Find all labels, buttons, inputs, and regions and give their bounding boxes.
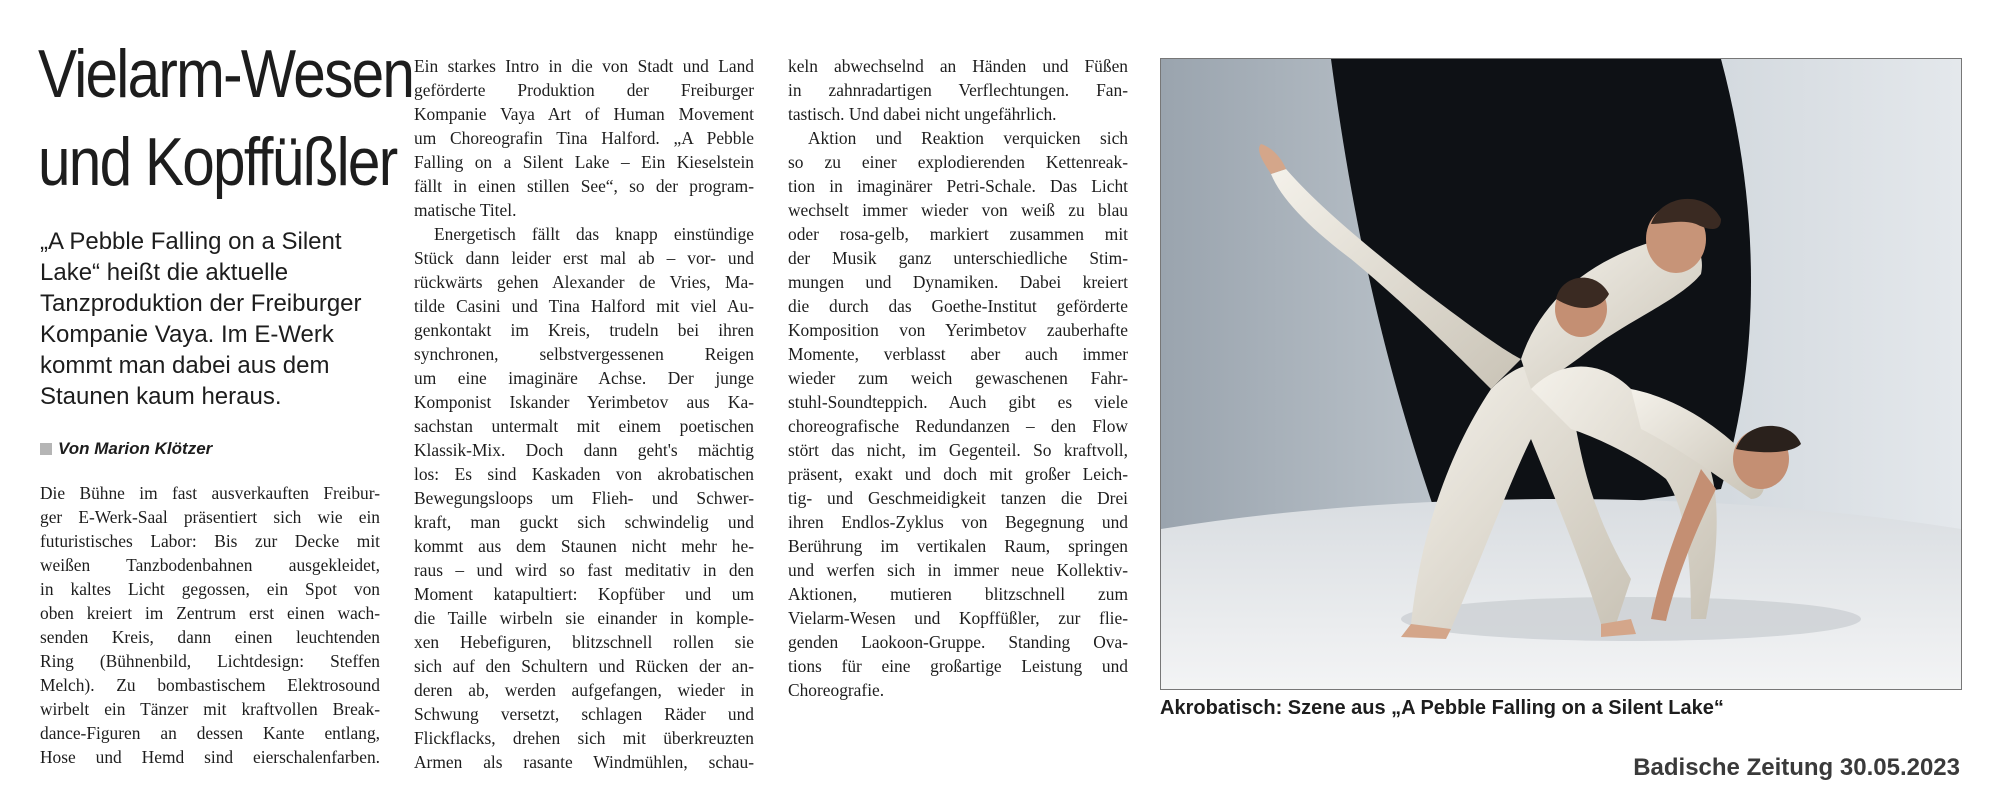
body-line: mungen und Dynamiken. Dabei kreiert <box>788 272 1128 292</box>
lead-line: kommt man dabei aus dem <box>40 352 330 379</box>
body-line: tig- und Geschmeidigkeit tanzen die Drei <box>788 488 1128 508</box>
body-line: los: Es sind Kaskaden von akrobatischen <box>414 464 754 484</box>
body-line: weißen Tanzbodenbahnen ausgekleidet, <box>40 555 380 575</box>
body-column-1 <box>40 481 380 769</box>
body-line: oben kreiert im Zentrum erst einen wach- <box>40 603 380 623</box>
body-line: fällt in einen stillen See“, so der program- <box>414 176 754 196</box>
body-line: Momente, verblasst aber auch immer <box>788 344 1128 364</box>
author: Von Marion Klötzer <box>58 439 213 458</box>
body-line: so zu einer explodierenden Kettenreak- <box>788 152 1128 172</box>
lead-line: Staunen kaum heraus. <box>40 383 282 410</box>
body-line: raus – und wird so fast meditativ in den <box>414 560 754 580</box>
body-line: kraft, man guckt sich schwindelig und <box>414 512 754 532</box>
body-line: tion in imaginärer Petri-Schale. Das Licht <box>788 176 1128 196</box>
body-line: Hose und Hemd sind eierschalenfarben. <box>40 747 380 767</box>
body-line: choreografische Redundanzen – den Flow <box>788 416 1128 436</box>
body-line: Aktionen, mutieren blitzschnell zum <box>788 584 1128 604</box>
body-line: und werfen sich in immer neue Kollektiv- <box>788 560 1128 580</box>
body-column-2 <box>414 54 754 774</box>
dance-photo <box>1160 58 1962 690</box>
body-line: wechselt immer wieder von weiß zu blau <box>788 200 1128 220</box>
photo-caption: Akrobatisch: Szene aus „A Pebble Falling on a Silent Lake“ <box>1160 697 1724 719</box>
article-headline <box>38 30 414 206</box>
body-line: in zahnradartigen Verflechtungen. Fan- <box>788 80 1128 100</box>
body-line: wirbelt ein Tänzer mit kraftvollen Break- <box>40 699 380 719</box>
byline-square-icon <box>40 443 52 455</box>
body-line: Ring (Bühnenbild, Lichtdesign: Steffen <box>40 651 380 671</box>
body-line: tilde Casini und Tina Halford mit viel Au- <box>414 296 754 316</box>
body-line: Choreografie. <box>788 680 885 700</box>
body-column-3 <box>788 54 1128 702</box>
body-line: Bewegungsloops um Flieh- und Schwer- <box>414 488 754 508</box>
body-line: der Musik ganz unterschiedliche Stim- <box>788 248 1128 268</box>
body-line: um Choreografin Tina Halford. „A Pebble <box>414 128 754 148</box>
body-line: stört das nicht, im Gegenteil. So kraftvoll, <box>788 440 1128 460</box>
body-line: Ein starkes Intro in die von Stadt und Land <box>414 56 754 76</box>
body-line: tastisch. Und dabei nicht ungefährlich. <box>788 104 1057 124</box>
body-line: ihren Endlos-Zyklus von Begegnung und <box>788 512 1128 532</box>
body-line: Melch). Zu bombastischem Elektrosound <box>40 675 380 695</box>
body-line: dance-Figuren an dessen Kante entlang, <box>40 723 380 743</box>
body-line: oder rosa-gelb, markiert zusammen mit <box>788 224 1128 244</box>
body-line: präsent, exakt und doch mit großer Leich- <box>788 464 1128 484</box>
body-line: sachstan untermalt mit einem poetischen <box>414 416 754 436</box>
body-line: sich auf den Schultern und Rücken der an- <box>414 656 754 676</box>
body-line: rückwärts gehen Alexander de Vries, Ma- <box>414 272 754 292</box>
body-line: keln abwechselnd an Händen und Füßen <box>788 56 1128 76</box>
body-line: Kompanie Vaya Art of Human Movement <box>414 104 754 124</box>
body-line: Klassik-Mix. Doch dann geht's mächtig <box>414 440 754 460</box>
body-line: wieder zum weich gewaschenen Fahr- <box>788 368 1128 388</box>
body-line: geförderte Produktion der Freiburger <box>414 80 754 100</box>
body-line: Moment katapultiert: Kopfüber und um <box>414 584 754 604</box>
body-line: Vielarm-Wesen und Kopffüßler, zur flie- <box>788 608 1128 628</box>
body-line: stuhl-Soundteppich. Auch gibt es viele <box>788 392 1128 412</box>
body-line: genden Laokoon-Gruppe. Standing Ova- <box>788 632 1128 652</box>
body-line: xen Hebefiguren, blitzschnell rollen sie <box>414 632 754 652</box>
body-line: Armen als rasante Windmühlen, schau- <box>414 752 754 772</box>
body-line: Energetisch fällt das knapp einstündige <box>434 224 754 244</box>
body-line: futuristisches Labor: Bis zur Decke mit <box>40 531 380 551</box>
lead-line: „A Pebble Falling on a Silent <box>40 228 342 255</box>
body-line: synchronen, selbstvergessenen Reigen <box>414 344 754 364</box>
body-line: Berührung im vertikalen Raum, springen <box>788 536 1128 556</box>
body-line: Stück dann leider erst mal ab – vor- und <box>414 248 754 268</box>
headline-line: Vielarm-Wesen <box>38 36 414 112</box>
body-line: Komposition von Yerimbetov zauberhafte <box>788 320 1128 340</box>
body-line: Aktion und Reaktion verquicken sich <box>808 128 1128 148</box>
byline <box>40 439 212 459</box>
article-lead <box>40 226 390 412</box>
body-line: Flickflacks, drehen sich mit überkreuzten <box>414 728 754 748</box>
lead-line: Lake“ heißt die aktuelle <box>40 259 289 286</box>
body-line: matische Titel. <box>414 200 517 220</box>
body-line: Falling on a Silent Lake – Ein Kieselstein <box>414 152 754 172</box>
body-line: ger E-Werk-Saal präsentiert sich wie ein <box>40 507 380 527</box>
lead-line: Kompanie Vaya. Im E-Werk <box>40 321 334 348</box>
body-line: Schwung versetzt, schlagen Räder und <box>414 704 754 724</box>
body-line: Komponist Iskander Yerimbetov aus Ka- <box>414 392 754 412</box>
dance-photo-illustration <box>1161 59 1961 689</box>
body-line: um eine imaginäre Achse. Der junge <box>414 368 754 388</box>
lead-line: Tanzproduktion der Freiburger <box>40 290 362 317</box>
body-line: tions für eine großartige Leistung und <box>788 656 1128 676</box>
body-line: senden Kreis, dann einen leuchtenden <box>40 627 380 647</box>
body-line: kommt aus dem Staunen nicht mehr he- <box>414 536 754 556</box>
body-line: die durch das Goethe-Institut geförderte <box>788 296 1128 316</box>
body-line: in kaltes Licht gegossen, ein Spot von <box>40 579 380 599</box>
body-line: deren ab, werden aufgefangen, wieder in <box>414 680 754 700</box>
body-line: genkontakt im Kreis, trudeln bei ihren <box>414 320 754 340</box>
body-line: die Taille wirbeln sie einander in komple- <box>414 608 754 628</box>
body-line: Die Bühne im fast ausverkauften Freibur- <box>40 483 380 503</box>
headline-line: und Kopffüßler <box>38 124 397 200</box>
source-date: Badische Zeitung 30.05.2023 <box>1633 754 1960 781</box>
